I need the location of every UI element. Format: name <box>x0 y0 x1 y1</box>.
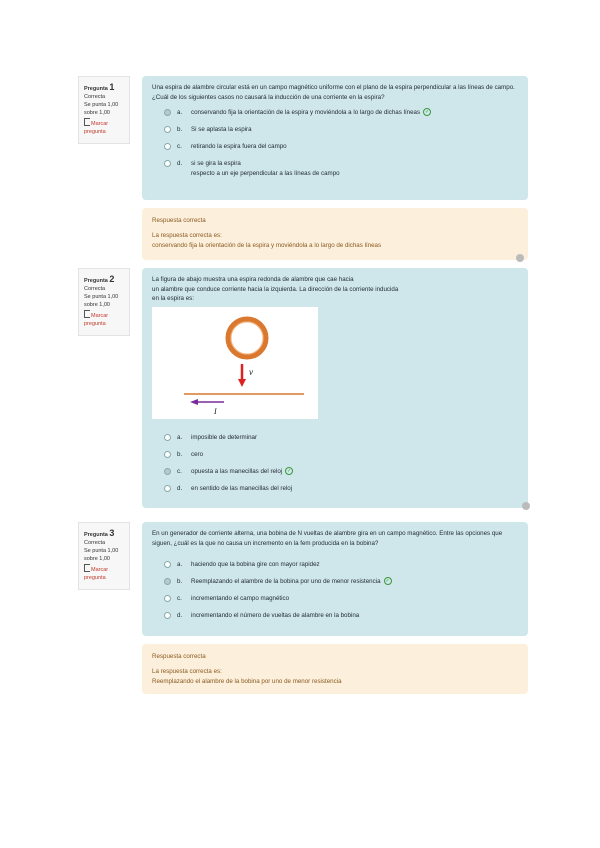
option-b[interactable] <box>164 450 518 467</box>
option-text: cero <box>191 450 204 458</box>
correct-check-icon: ✓ <box>287 467 292 474</box>
question-status: Correcta <box>84 94 106 101</box>
option-text: Si se aplasta la espira <box>191 126 252 134</box>
option-text: haciendo que la bobina gire con mayor rapidez <box>191 561 320 569</box>
flag-question-link[interactable] <box>84 310 125 329</box>
velocity-arrow-head <box>238 379 246 387</box>
question-text-line-1: La figura de abajo muestra una espira redonda de alambre que cae hacia <box>152 276 354 283</box>
flag-icon <box>84 310 90 318</box>
question-text: En un generador de corriente alterna, una bobina de N vueltas de alambre gira en un campo magnético. Entre las opciones que siguen, ¿cuál es la que no causa un incremento en la fem producida en la bobina? <box>152 530 503 547</box>
radio-button[interactable] <box>164 451 171 458</box>
flag-question-link[interactable] <box>84 564 125 583</box>
correct-check-icon: ✓ <box>424 109 430 116</box>
option-letter: a. <box>177 109 183 117</box>
scroll-indicator[interactable] <box>522 502 530 510</box>
option-text: Reemplazando el alambre de la bobina por uno de menor resistencia <box>191 578 381 586</box>
question-label: Pregunta <box>84 532 108 538</box>
question-label: Pregunta <box>84 278 108 284</box>
option-text: retirando la espira fuera del campo <box>191 143 287 151</box>
question-status: Correcta <box>84 286 106 293</box>
option-d[interactable] <box>164 611 518 628</box>
question-number: 3 <box>109 528 115 538</box>
question-card-3 <box>142 522 528 636</box>
feedback-panel-1 <box>142 208 528 260</box>
flag-label: Marcar pregunta <box>84 312 109 327</box>
option-text: en sentido de las manecillas del reloj <box>191 484 293 492</box>
radio-button[interactable] <box>164 561 171 568</box>
option-text: si se gira la espira respecto a un eje perpendicular a las líneas de campo <box>191 160 340 177</box>
option-a[interactable] <box>164 433 518 450</box>
radio-button[interactable] <box>164 485 171 492</box>
flag-label: Marcar pregunta <box>84 120 109 135</box>
radio-button[interactable] <box>164 109 171 116</box>
radio-button[interactable] <box>164 126 171 133</box>
feedback-label: La respuesta correcta es: <box>152 231 222 239</box>
question-text-line-3: en la espira es: <box>152 295 194 303</box>
radio-button[interactable] <box>164 578 171 585</box>
question-label: Pregunta <box>84 86 108 92</box>
option-d[interactable] <box>164 484 518 501</box>
option-letter: b. <box>177 450 183 458</box>
radio-button[interactable] <box>164 434 171 441</box>
question-status: Correcta <box>84 540 106 547</box>
question-info-1 <box>78 76 130 144</box>
option-text: conservando fija la orientación de la espira y moviéndola a lo largo de dichas líneas <box>191 109 421 117</box>
current-label: I <box>214 406 217 416</box>
velocity-label: v⃗ <box>249 366 260 377</box>
option-b[interactable] <box>164 125 518 142</box>
wire-loop <box>228 319 266 357</box>
option-a[interactable] <box>164 560 518 577</box>
feedback-label: La respuesta correcta es: <box>152 667 222 675</box>
option-a[interactable] <box>164 108 518 125</box>
option-b[interactable] <box>164 577 518 594</box>
flag-question-link[interactable] <box>84 118 125 137</box>
question-info-2 <box>78 268 130 336</box>
question-score: Se punta 1,00 sobre 1,00 <box>84 294 119 308</box>
option-letter: c. <box>177 467 182 475</box>
option-c[interactable] <box>164 467 518 484</box>
option-letter: c. <box>177 595 182 603</box>
feedback-title: Respuesta correcta <box>152 217 206 224</box>
option-letter: d. <box>177 160 183 168</box>
question-number: 2 <box>109 274 115 284</box>
option-letter: b. <box>177 578 183 586</box>
option-letter: c. <box>177 143 182 151</box>
option-letter: a. <box>177 561 183 569</box>
radio-button[interactable] <box>164 143 171 150</box>
question-score: Se punta 1,00 sobre 1,00 <box>84 548 119 562</box>
question-score: Se punta 1,00 sobre 1,00 <box>84 102 119 116</box>
question-number: 1 <box>109 82 115 92</box>
radio-button[interactable] <box>164 595 171 602</box>
scroll-indicator[interactable] <box>516 254 524 262</box>
option-letter: d. <box>177 612 183 620</box>
radio-button[interactable] <box>164 612 171 619</box>
radio-button[interactable] <box>164 468 171 475</box>
option-c[interactable] <box>164 142 518 159</box>
option-text: opuesta a las manecillas del reloj <box>191 467 283 475</box>
question-figure <box>152 307 318 419</box>
option-text: imposible de determinar <box>191 433 258 441</box>
feedback-panel-3 <box>142 644 528 694</box>
flag-icon <box>84 118 90 126</box>
correct-check-icon: ✓ <box>385 578 390 585</box>
option-letter: a. <box>177 433 183 441</box>
feedback-answer: conservando fija la orientación de la espira y moviéndola a lo largo de dichas líneas <box>152 241 382 249</box>
feedback-answer: Reemplazando el alambre de la bobina por uno de menor resistencia <box>152 677 342 685</box>
option-text: incrementando el número de vueltas de alambre en la bobina <box>191 612 360 620</box>
question-text: Una espira de alambre circular está en un campo magnético uniforme con el plano de la espira perpendicular a las líneas de campo. ¿Cuál de los siguientes casos no causará la inducción de una corriente en la espira? <box>152 84 515 101</box>
loop-wire-diagram <box>152 307 318 419</box>
question-card-2 <box>142 268 528 508</box>
feedback-title: Respuesta correcta <box>152 653 206 660</box>
option-letter: d. <box>177 484 183 492</box>
question-info-3 <box>78 522 130 590</box>
option-d[interactable] <box>164 159 518 183</box>
question-text-line-2: un alambre que conduce corriente hacia la izquierda. La dirección de la corriente inducida <box>152 285 399 293</box>
option-text: incrementando el campo magnético <box>191 595 290 603</box>
flag-icon <box>84 564 90 572</box>
current-arrow-head <box>190 399 198 405</box>
flag-label: Marcar pregunta <box>84 566 109 581</box>
radio-button[interactable] <box>164 160 171 167</box>
question-card-1 <box>142 76 528 200</box>
option-letter: b. <box>177 126 183 134</box>
wire-loop-highlight <box>231 322 263 354</box>
option-c[interactable] <box>164 594 518 611</box>
